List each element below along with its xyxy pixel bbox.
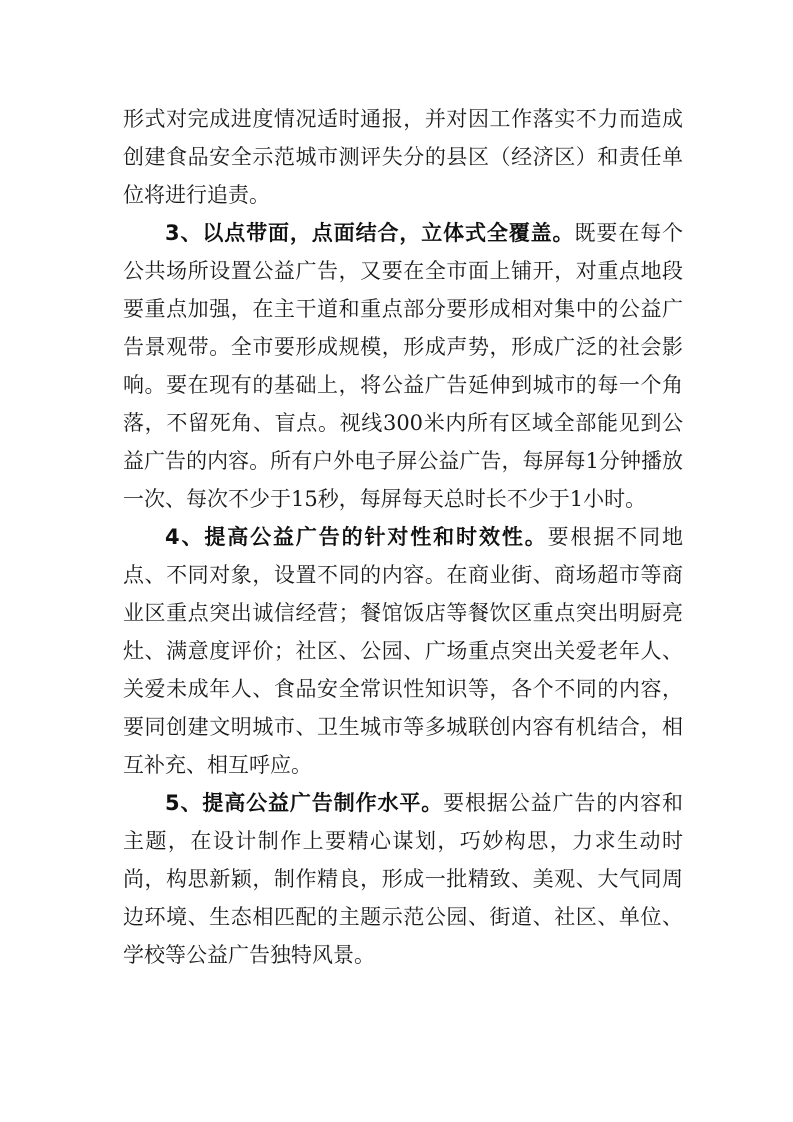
paragraph-heading: 5、提高公益广告制作水平。	[165, 791, 444, 815]
paragraph-text: 要根据公益广告的内容和主题，在设计制作上要精心谋划，巧妙构思，力求生动时尚，构思新颖，制作精良，形成一批精致、美观、大气同周边环境、生态相匹配的主题示范公园、街道、社区、单位、学校等公益广告独特风景。	[123, 791, 683, 967]
paragraph-heading: 3、以点带面，点面结合，立体式全覆盖。	[165, 221, 575, 245]
paragraph-continuation	[123, 100, 683, 214]
paragraph-text: 要根据不同地点、不同对象，设置不同的内容。在商业街、商场超市等商业区重点突出诚信经营；餐馆饭店等餐饮区重点突出明厨亮灶、满意度评价；社区、公园、广场重点突出关爱老年人、关爱未成年人、食品安全常识性知识等，各个不同的内容，要同创建文明城市、卫生城市等多城联创内容有机结合，相互补充、相互呼应。	[123, 525, 683, 777]
paragraph-item-4	[123, 518, 683, 784]
paragraph-item-3	[123, 214, 683, 518]
document-body	[123, 100, 683, 974]
paragraph-heading: 4、提高公益广告的针对性和时效性。	[165, 525, 548, 549]
paragraph-text: 既要在每个公共场所设置公益广告，又要在全市面上铺开，对重点地段要重点加强，在主干道和重点部分要形成相对集中的公益广告景观带。全市要形成规模，形成声势，形成广泛的社会影响。要在现有的基础上，将公益广告延伸到城市的每一个角落，不留死角、盲点。视线300米内所有区域全部能见到公益广告的内容。所有户外电子屏公益广告，每屏每1分钟播放一次、每次不少于15秒，每屏每天总时长不少于1小时。	[123, 221, 683, 511]
paragraph-text: 形式对完成进度情况适时通报，并对因工作落实不力而造成创建食品安全示范城市测评失分的县区（经济区）和责任单位将进行追责。	[123, 107, 683, 207]
paragraph-item-5	[123, 784, 683, 974]
